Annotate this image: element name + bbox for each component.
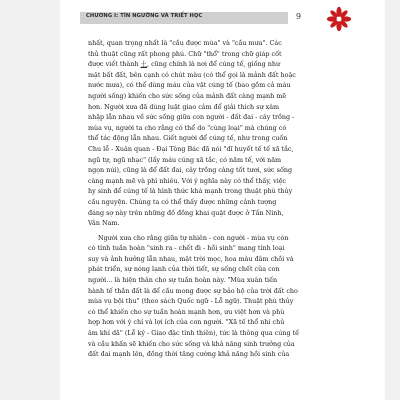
text-line xyxy=(88,59,314,70)
page-number: 9 xyxy=(296,12,302,21)
text-line: suy và ảnh hưởng lẫn nhau, mặt trời mọc, hoa màu đâm chồi và xyxy=(88,254,294,263)
text-line: người... là hiện thân cho sự tuần hoàn này. "Mùa xuân tiến xyxy=(88,276,278,285)
body-text xyxy=(88,38,314,360)
text-line: Người xưa cho rằng giữa tự nhiên - con người - mùa vụ còn xyxy=(98,233,289,242)
text-fragment: được viết thành xyxy=(88,60,141,69)
underlined-character: 土 xyxy=(140,60,147,69)
text-line: nước mưa), có thể dùng máu của vật cúng tế (bao gồm cả máu xyxy=(88,81,291,90)
text-line: nhất, quan trọng nhất là "cầu được mùa" và "cầu mưa". Các xyxy=(88,39,282,47)
text-line: người sống) khiến cho sức sống của mảnh đất càng mạnh mẽ xyxy=(88,91,287,100)
text-line: mặt bất đất, bên cạnh có chút màu (có thể gọi là mảnh đất hoặc xyxy=(88,70,296,79)
text-line: hơn. Người xưa đã dùng luật giao cảm để giải thích sự xâm xyxy=(88,102,280,111)
text-line: có tính tuần hoàn "sinh ra - chết đi - hồi sinh" mang tính loại xyxy=(88,244,285,253)
text-line: càng mạnh mẽ và phì nhiêu. Với ý nghĩa này có thể thấy, việc xyxy=(88,176,287,185)
text-line: ngũ tự, ngũ nhạc" (lấy máu cúng xã tắc, có năm tế, với năm xyxy=(88,155,282,164)
text-line: hợp hơn với ý chí và lợi ích của con người. "Xã tế thổ nhi chủ xyxy=(88,318,285,327)
text-line: thể tác động lẫn nhau. Giết người để cúng tế, như trong cuốn xyxy=(88,134,288,143)
text-line: có thể khiến cho sự tuần hoàn mạnh hơn, ưu việt hơn và phù xyxy=(88,307,285,316)
text-line: cầu nguyện. Chúng ta có thể thấy được những cảnh tượng xyxy=(88,197,277,206)
text-line: đáng sợ này trên những đồ đồng khai quật được ở Tấn Ninh, xyxy=(88,208,284,217)
chapter-title: CHƯƠNG I: TÍN NGƯỠNG VÀ TRIẾT HỌC xyxy=(86,13,203,19)
text-line: Vân Nam. xyxy=(88,219,120,228)
text-line: ngọn núi), cũng là để đất đai, cây trồng càng tốt tươi, sức sống xyxy=(88,166,293,175)
text-fragment: , cũng chính là nơi để cúng tế, giống như xyxy=(147,60,281,69)
text-line: thủ thuật cũng rất phong phú. Chữ "thổ" trong chữ giáp cốt xyxy=(88,49,282,58)
text-line: hành tế thần đất là để cầu mong được sự bảo hộ của trời đất cho xyxy=(88,286,298,295)
text-line: nhập lẫn nhau về sức sống giữa con người - đất đai - cây trồng - xyxy=(88,113,295,122)
chapter-header-bar xyxy=(80,12,288,24)
text-line: đất đai mạnh lên, đồng thời tăng cường khả năng hồi sinh của xyxy=(88,350,290,359)
text-line: hy sinh để cúng tế là hình thức khá mạnh trong thuật phù thủy xyxy=(88,187,293,196)
text-line: mùa vụ bội thu" (theo sách Quốc ngữ - Lỗ ngữ). Thuật phù thủy xyxy=(88,297,294,306)
red-flower-logo-icon xyxy=(326,6,352,32)
text-line: phát triển, sự nóng lạnh của thời tiết, sự sống chết của con xyxy=(88,265,280,274)
text-line: và cầu khấn sẽ khiến cho sức sống và khả năng sinh trưởng của xyxy=(88,339,295,348)
text-line: mùa vụ, người ta cho rằng có thể do "cùng loại" mà chúng có xyxy=(88,123,287,132)
text-line: âm khí dã" (Lễ ký - Giao đặc tính thiên), tức là thông qua cúng tế xyxy=(88,329,300,338)
text-line: Chu lễ - Xuân quan - Đại Tông Bác đã nói "dĩ huyết tế tế xã tắc, xyxy=(88,144,294,153)
